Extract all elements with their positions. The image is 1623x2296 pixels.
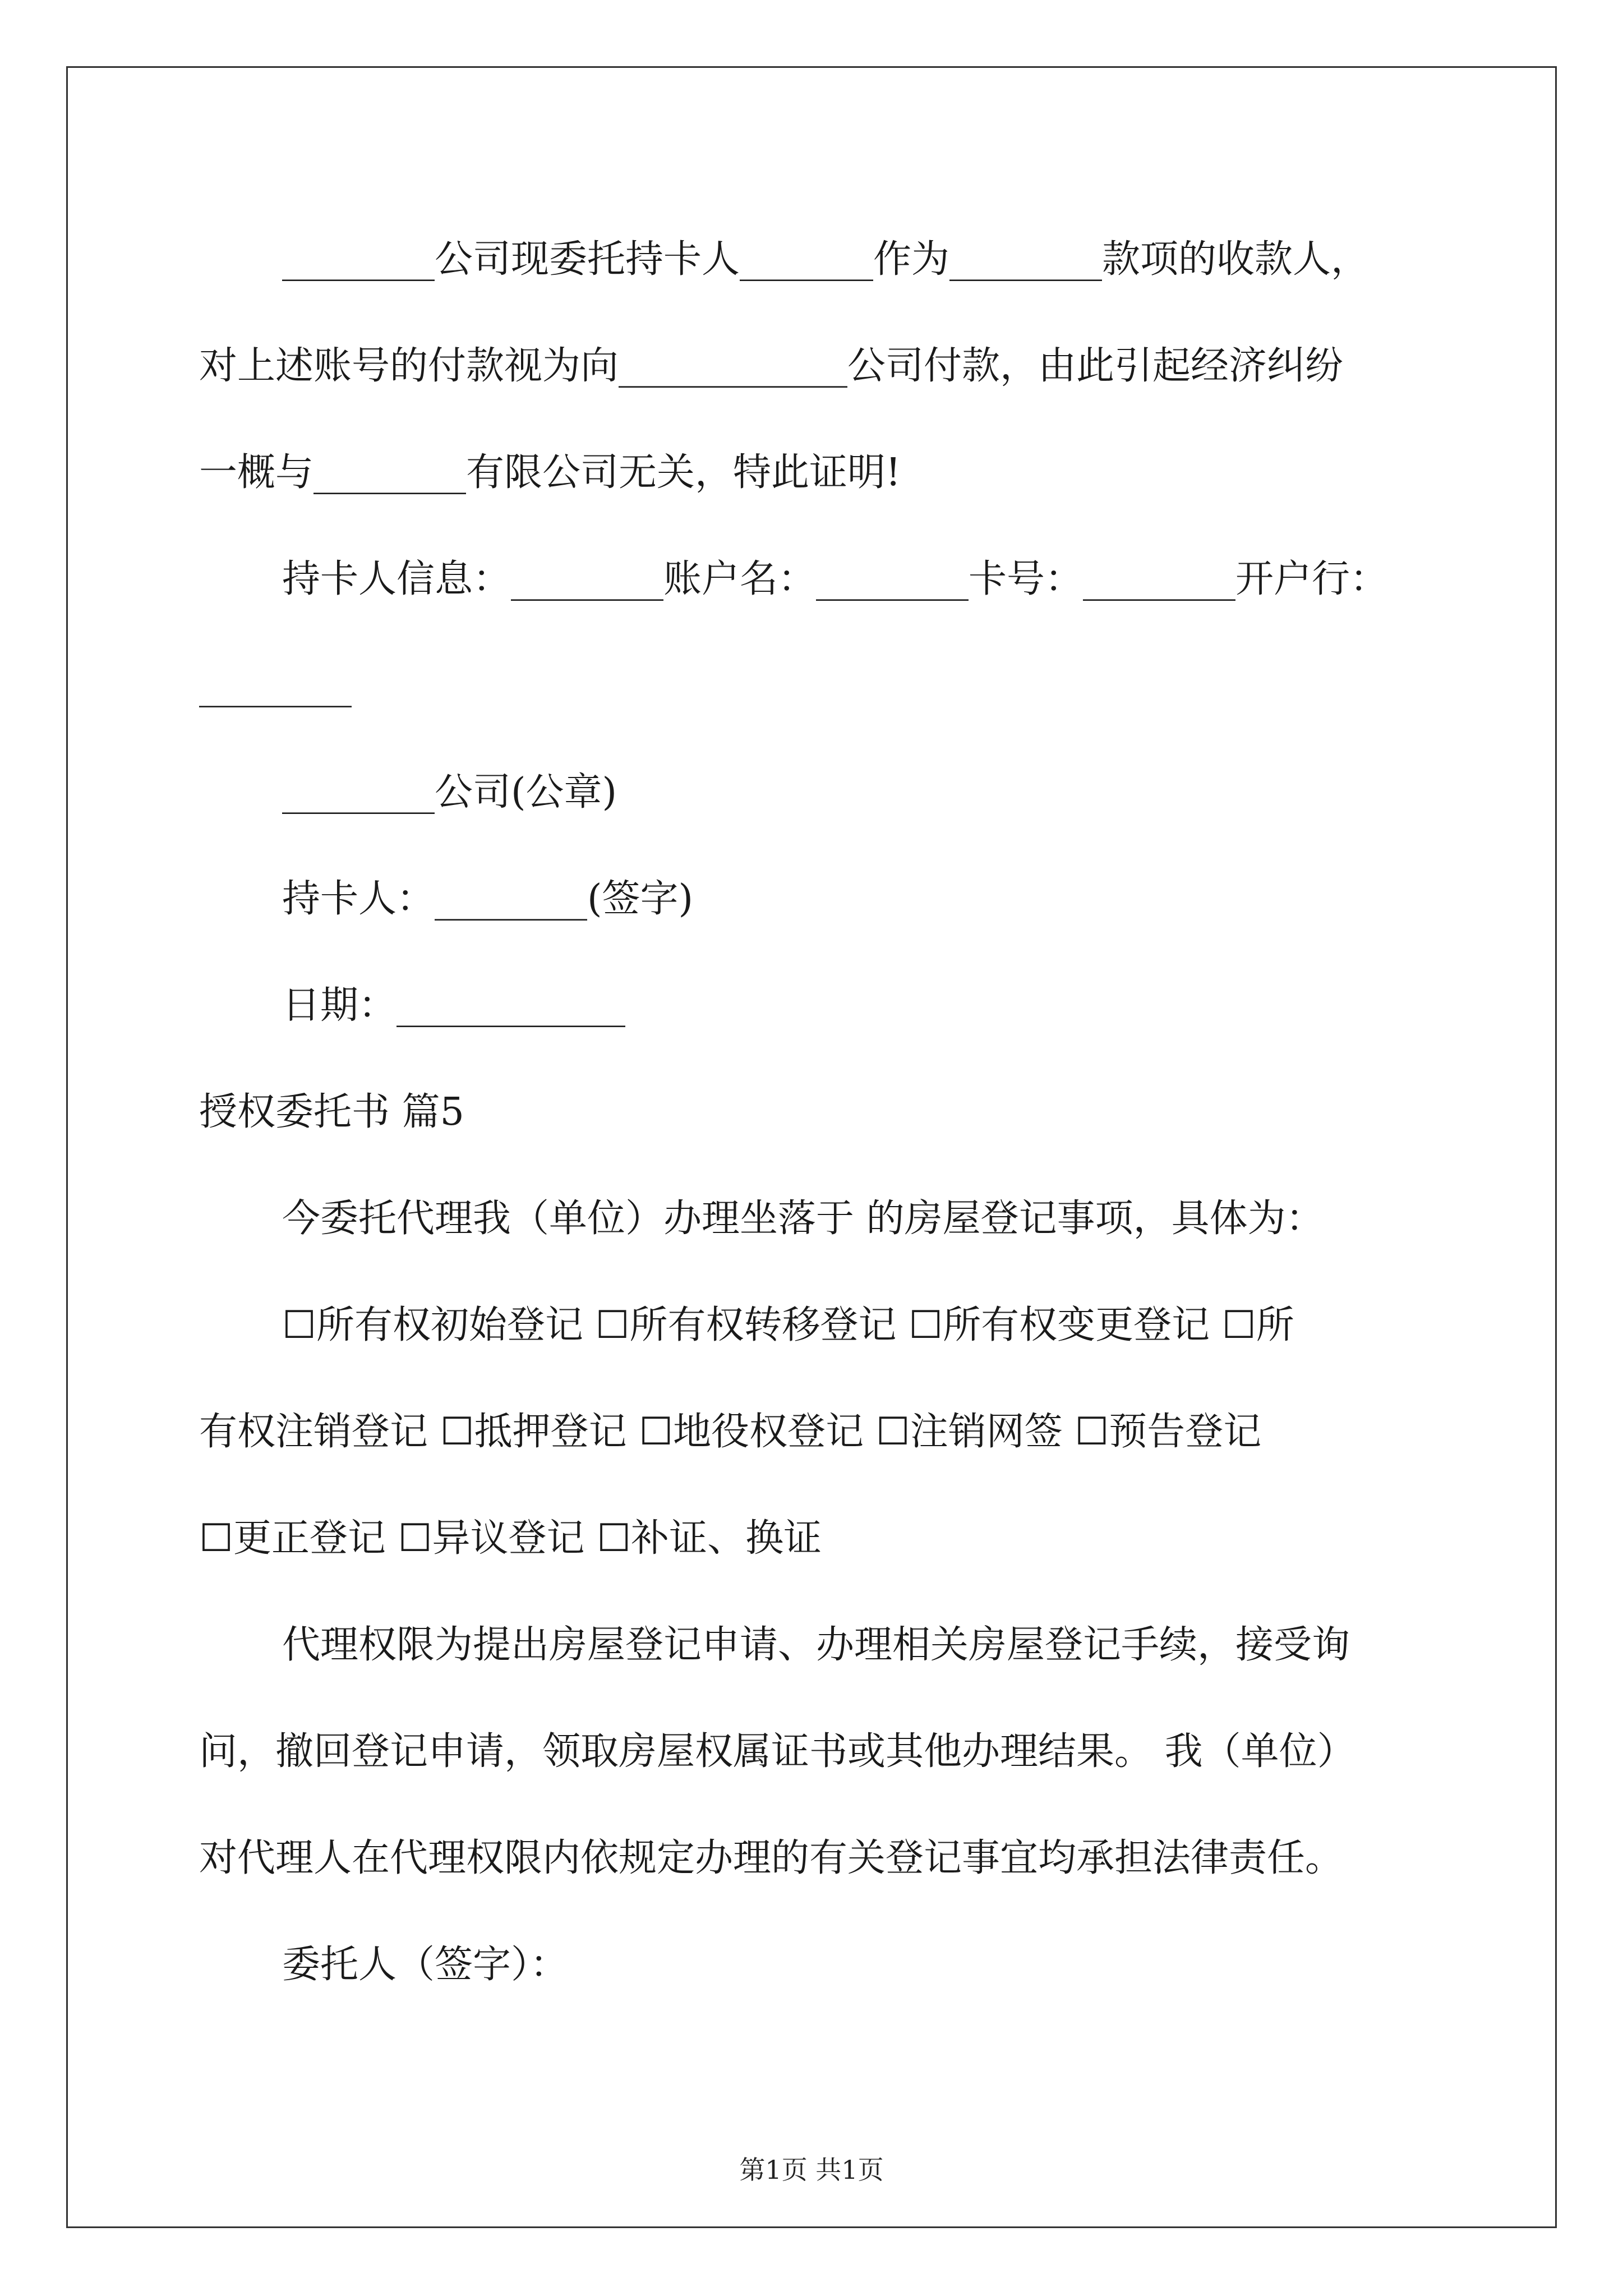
checkbox-list-line: ☐所有权初始登记 ☐所有权转移登记 ☐所有权变更登记 ☐所 [282,1303,1294,1347]
page-footer: 第1页 共1页 [739,2155,884,2185]
paragraph-line: 对上述账号的付款视为向____________公司付款，由此引起经济纠纷 [199,344,1344,388]
paragraph-entrust: 今委托代理我（单位）办理坐落于 的房屋登记事项，具体为： [282,1197,1324,1241]
principal-signature: 委托人（签字）： [282,1943,569,1987]
document-body [199,206,1467,2018]
cardholder-info-bank: ________ [199,664,352,708]
checkbox-list-line: ☐更正登记 ☐异议登记 ☐补证、换证 [199,1516,822,1561]
cardholder-signature: 持卡人：________(签字) [282,877,694,921]
paragraph-scope: 代理权限为提出房屋登记申请、办理相关房屋登记手续，接受询 [282,1623,1350,1667]
paragraph-line: 问，撤回登记申请，领取房屋权属证书或其他办理结果。 我（单位） [199,1729,1355,1774]
paragraph-line: 对代理人在代理权限内依规定办理的有关登记事宜均承担法律责任。 [199,1836,1344,1880]
date-field: 日期：____________ [282,983,626,1028]
checkbox-list-line: 有权注销登记 ☐抵押登记 ☐地役权登记 ☐注销网签 ☐预告登记 [199,1410,1262,1454]
paragraph-line: 一概与________有限公司无关，特此证明! [199,450,901,495]
paragraph-authorization: ________公司现委托持卡人_______作为________款项的收款人， [282,237,1370,282]
company-seal: ________公司(公章) [282,770,617,815]
cardholder-info: 持卡人信息：________账户名：________卡号：________开户行： [282,557,1389,601]
section-title: 授权委托书 篇5 [199,1090,464,1134]
